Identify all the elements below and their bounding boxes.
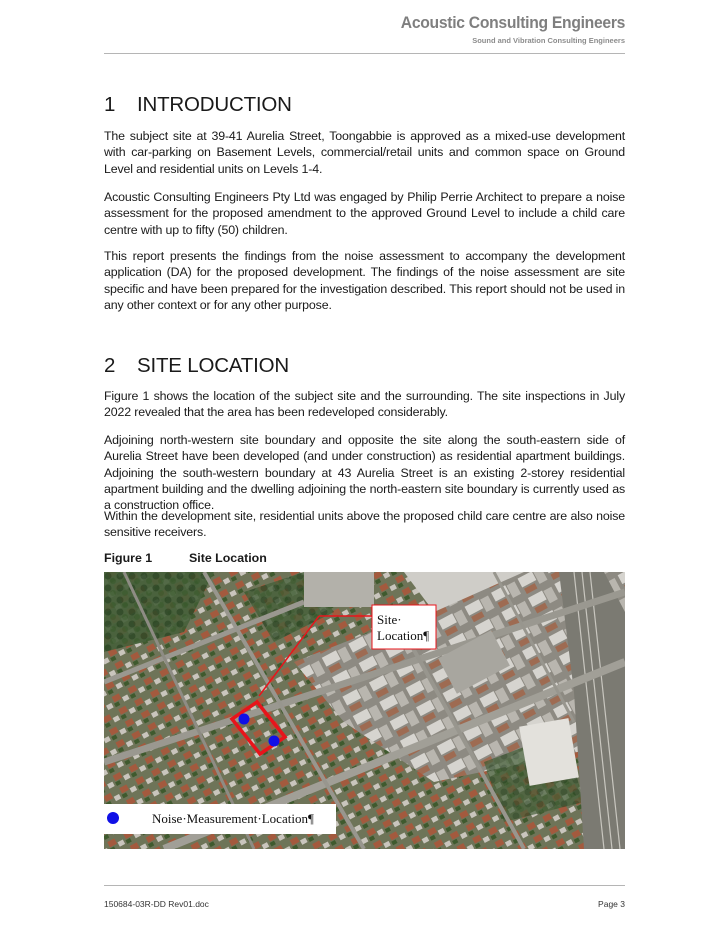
aerial-site-map	[104, 572, 625, 849]
company-tagline: Sound and Vibration Consulting Engineers	[472, 36, 625, 45]
legend-label: Noise·Measurement·Location¶	[152, 811, 314, 826]
page-number: Page 3	[598, 899, 625, 909]
header-rule	[104, 53, 625, 54]
section-number: 1	[104, 93, 116, 116]
paragraph: Within the development site, residential units above the proposed child care centre are also noise sensitive receivers.	[104, 509, 625, 540]
noise-measurement-marker-icon	[239, 714, 250, 725]
company-name: Acoustic Consulting Engineers	[400, 14, 625, 32]
noise-measurement-marker-icon	[269, 736, 280, 747]
aerial-photo-illustration	[104, 572, 625, 849]
callout-text-line1: Site·	[377, 612, 402, 627]
section-heading-site-location	[104, 354, 289, 378]
paragraph: Acoustic Consulting Engineers Pty Ltd was engaged by Philip Perrie Architect to prepare a noise assessment for the proposed amendment to the approved Ground Level to include a child care centre with up to fifty (50) children.	[104, 190, 625, 237]
figure-title: Site Location	[189, 551, 267, 565]
paragraph: This report presents the findings from the noise assessment to accompany the development application (DA) for the proposed development. The findings of the noise assessment are site specific and have been prepared for the investigation described. This report should not be used in any other context or for any other purpose.	[104, 249, 625, 312]
document-reference: 150684-03R-DD Rev01.doc	[104, 899, 209, 909]
paragraph: The subject site at 39-41 Aurelia Street, Toongabbie is approved as a mixed-use development with car-parking on Basement Levels, commercial/retail units and common space on Ground Level and residential units on Levels 1-4.	[104, 129, 625, 176]
section-number: 2	[104, 354, 116, 377]
section-title: INTRODUCTION	[137, 93, 292, 116]
footer-rule	[104, 885, 625, 886]
paragraph: Adjoining north-western site boundary and opposite the site along the south-eastern side of Aurelia Street have been developed (and under construction) as residential apartment buildings. Adjoining the south-western boundary at 43 Aurelia Street is an existing 2-storey residential apartment building and the dwelling adjoining the north-eastern site boundary is currently used as a construction office.	[104, 433, 625, 513]
callout-text-line2: Location¶	[377, 628, 430, 643]
section-title: SITE LOCATION	[137, 354, 289, 377]
paragraph: Figure 1 shows the location of the subject site and the surrounding. The site inspections in July 2022 revealed that the area has been redeveloped considerably.	[104, 389, 625, 420]
section-heading-introduction	[104, 93, 292, 117]
figure-caption	[104, 551, 267, 565]
legend-marker-icon	[107, 812, 119, 824]
figure-label: Figure 1	[104, 551, 153, 565]
page-header	[0, 0, 713, 60]
